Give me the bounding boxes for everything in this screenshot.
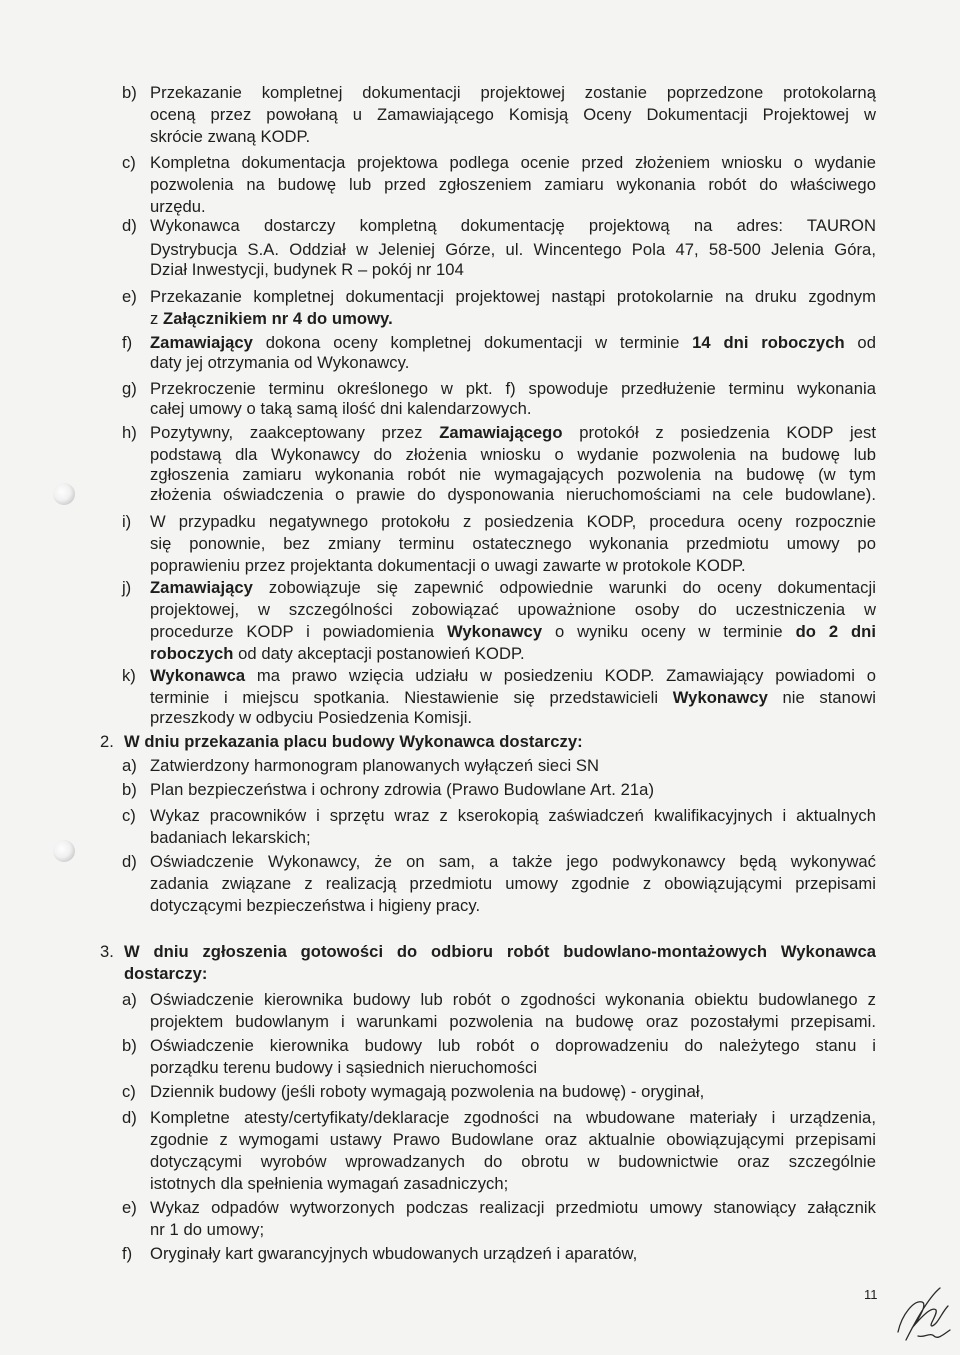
text-line xyxy=(150,1036,876,1056)
text-line xyxy=(150,216,876,236)
text-line xyxy=(124,732,583,752)
text-line xyxy=(150,666,876,686)
text-run: urzędu. xyxy=(150,197,206,216)
text-run: pozwolenia na budowę lub przed zgłoszeniem zamiaru wykonania robót do właściwego xyxy=(150,175,876,194)
text-run: Dziennik budowy (jeśli roboty wymagają pozwolenia na budowę) - oryginał, xyxy=(150,1082,705,1101)
text-run: dokona oceny kompletnej dokumentacji w terminie xyxy=(252,333,693,352)
text-line xyxy=(150,1130,876,1150)
text-run: daty jej otrzymania od Wykonawcy. xyxy=(150,353,410,372)
text-run: nr 1 do umowy; xyxy=(150,1220,265,1239)
list-marker: c) xyxy=(122,1082,136,1101)
text-run: podstawą dla Wykonawcy do złożenia wniosku o wydanie pozwolenia na budowę lub xyxy=(150,445,876,464)
text-line xyxy=(150,990,876,1010)
text-line xyxy=(150,1108,876,1128)
text-run: Plan bezpieczeństwa i ochrony zdrowia (Prawo Budowlane Art. 21a) xyxy=(150,780,655,799)
text-run: Oświadczenie kierownika budowy lub robót o doprowadzeniu do należytego stanu i xyxy=(150,1036,876,1055)
text-line xyxy=(150,1198,876,1218)
text-run: o wyniku oceny w terminie xyxy=(542,622,796,641)
text-line xyxy=(150,309,393,329)
text-line xyxy=(150,175,876,195)
text-run: Oryginały kart gwarancyjnych wbudowanych urządzeń i aparatów, xyxy=(150,1244,638,1263)
text-run: Oświadczenie Wykonawcy, że on sam, a także jego podwykonawcy będą wykonywać xyxy=(150,852,876,871)
text-run: od xyxy=(844,333,876,352)
text-line xyxy=(150,512,876,532)
bold-text-run: W dniu zgłoszenia gotowości do odbioru robót budowlano-montażowych Wykonawca xyxy=(124,942,876,961)
text-line xyxy=(150,1012,876,1032)
text-line xyxy=(150,806,876,826)
text-line xyxy=(150,333,876,353)
bold-text-run: Zamawiającego xyxy=(439,423,563,442)
text-line xyxy=(124,942,876,962)
bold-text-run: Zamawiający xyxy=(150,333,253,352)
list-marker: h) xyxy=(122,423,137,442)
bold-text-run: Wykonawcy xyxy=(446,622,543,641)
list-marker: 2. xyxy=(100,732,114,751)
list-marker: i) xyxy=(122,512,132,531)
text-run: projektem budowlanym i warunkami pozwolenia na budowę oraz pozostałymi przepisami. xyxy=(150,1012,876,1031)
text-run: oceną przez powołaną u Zamawiającego Komisją Oceny Dokumentacji Projektowej w xyxy=(150,105,876,124)
bold-text-run: Zamawiający xyxy=(150,578,253,597)
text-line xyxy=(150,1082,704,1102)
text-run: Dystrybucja S.A. Oddział w Jeleniej Górze, ul. Wincentego Pola 47, 58-500 Jelenia Góra, xyxy=(150,240,876,259)
list-marker: f) xyxy=(122,1244,133,1263)
text-line xyxy=(150,1058,537,1078)
text-line xyxy=(150,379,876,399)
text-run: Przekazanie kompletnej dokumentacji projektowej zostanie poprzedzone protokolarną xyxy=(150,83,876,102)
text-run: W przypadku negatywnego protokołu z posiedzenia KODP, procedura oceny rozpocznie xyxy=(150,512,876,531)
page-number: 11 xyxy=(864,1287,878,1302)
text-line xyxy=(150,465,876,485)
bold-text-run: do 2 dni xyxy=(795,622,876,641)
bold-text-run: Załącznikiem nr 4 do umowy. xyxy=(163,309,393,328)
text-run: Przekazanie kompletnej dokumentacji projektowej nastąpi protokolarnie na druku zgodnym xyxy=(150,287,876,306)
text-run: Dział Inwestycji, budynek R – pokój nr 104 xyxy=(150,260,464,279)
text-line xyxy=(150,556,746,576)
list-marker: b) xyxy=(122,1036,137,1055)
list-marker: b) xyxy=(122,780,137,799)
text-line xyxy=(150,153,876,173)
text-run: całej umowy o taką samą ilość dni kalendarzowych. xyxy=(150,399,532,418)
text-line xyxy=(150,688,876,708)
text-run: porządku terenu budowy i sąsiednich nieruchomości xyxy=(150,1058,538,1077)
signature-mark xyxy=(888,1280,958,1350)
text-line xyxy=(150,287,876,307)
text-run: zobowiązuje się zapewnić odpowiednie warunki do oceny dokumentacji xyxy=(252,578,876,597)
list-marker: c) xyxy=(122,153,136,172)
list-marker: f) xyxy=(122,333,133,352)
text-run: Wykonawca dostarczy kompletną dokumentację projektową na adres: TAURON xyxy=(150,216,876,235)
text-line xyxy=(150,622,876,642)
text-line xyxy=(150,1174,508,1194)
list-marker: b) xyxy=(122,83,137,102)
bold-text-run: W dniu przekazania placu budowy Wykonawca dostarczy: xyxy=(124,732,583,751)
text-line xyxy=(150,353,409,373)
text-run: zadania związane z realizacją przedmiotu umowy zgodnie z obowiązującymi przepisami xyxy=(150,874,876,893)
text-line xyxy=(150,1220,264,1240)
text-line xyxy=(150,260,464,280)
text-run: badaniach lekarskich; xyxy=(150,828,311,847)
binder-hole-lower xyxy=(53,840,75,862)
text-run: Oświadczenie kierownika budowy lub robót o zgodności wykonania obiektu budowlanego z xyxy=(150,990,876,1009)
text-run: złożenia oświadczenia o prawie do dysponowania nieruchomościami na cele budowlane). xyxy=(150,485,876,504)
text-run: zgłoszenia zamiaru wykonania robót nie wymagających pozwolenia na budowę (w tym xyxy=(150,465,876,484)
text-run: Kompletne atesty/certyfikaty/deklaracje zgodności na wbudowane materiały i urządzenia, xyxy=(150,1108,876,1127)
text-line xyxy=(150,578,876,598)
bold-text-run: dostarczy: xyxy=(124,964,208,983)
text-run: dotyczącymi bezpieczeństwa i higieny pracy. xyxy=(150,896,481,915)
text-line xyxy=(150,1244,637,1264)
list-marker: a) xyxy=(122,756,137,775)
list-marker: d) xyxy=(122,1108,137,1127)
text-run: poprawieniu przez projektanta dokumentacji o uwagi zawarte w protokole KODP. xyxy=(150,556,746,575)
text-run: Przekroczenie terminu określonego w pkt. f) spowoduje przedłużenie terminu wykonania xyxy=(150,379,876,398)
text-line xyxy=(150,644,525,664)
text-line xyxy=(150,399,532,419)
text-line xyxy=(150,756,599,776)
binder-hole-upper xyxy=(53,483,75,505)
text-line xyxy=(150,896,480,916)
text-run: istotnych dla spełnienia wymagań zasadniczych; xyxy=(150,1174,509,1193)
text-run: się ponownie, bez zmiany terminu ostatecznego wykonania przedmiotu umowy po xyxy=(150,534,876,553)
text-line xyxy=(150,240,876,260)
list-marker: d) xyxy=(122,852,137,871)
text-line xyxy=(150,828,311,848)
text-run: Wykaz pracowników i sprzętu wraz z kserokopią zaświadczeń kwalifikacyjnych i aktualnych xyxy=(150,806,876,825)
text-run: Zatwierdzony harmonogram planowanych wyłączeń sieci SN xyxy=(150,756,600,775)
list-marker: k) xyxy=(122,666,136,685)
text-line xyxy=(150,1152,876,1172)
text-line xyxy=(150,197,206,217)
text-line xyxy=(150,600,876,620)
text-run: skrócie zwaną KODP. xyxy=(150,127,311,146)
text-line xyxy=(150,874,876,894)
text-line xyxy=(150,534,876,554)
list-marker: e) xyxy=(122,1198,137,1217)
text-line xyxy=(150,852,876,872)
text-run: projektowej, w szczególności zobowiązać upoważnione osoby do uczestniczenia w xyxy=(150,600,876,619)
text-line xyxy=(150,780,654,800)
bold-text-run: Wykonawca xyxy=(150,666,246,685)
text-run: zgodnie z wymogami ustawy Prawo Budowlane oraz aktualnie obowiązującymi przepisami xyxy=(150,1130,876,1149)
text-run: protokół z posiedzenia KODP jest xyxy=(562,423,876,442)
bold-text-run: 14 dni roboczych xyxy=(692,333,845,352)
text-line xyxy=(150,445,876,465)
list-marker: d) xyxy=(122,216,137,235)
text-run: przeszkody w odbyciu Posiedzenia Komisji. xyxy=(150,708,473,727)
text-run: terminie i miejscu spotkania. Niestawienie się przedstawicieli xyxy=(150,688,673,707)
text-run: z xyxy=(150,309,164,328)
bold-text-run: roboczych xyxy=(150,644,234,663)
text-line xyxy=(150,105,876,125)
list-marker: 3. xyxy=(100,942,114,961)
text-run: Pozytywny, zaakceptowany przez xyxy=(150,423,440,442)
list-marker: c) xyxy=(122,806,136,825)
text-line xyxy=(150,485,876,505)
list-marker: a) xyxy=(122,990,137,1009)
text-line xyxy=(124,964,208,984)
text-run: Kompletna dokumentacja projektowa podlega ocenie przed złożeniem wniosku o wydanie xyxy=(150,153,876,172)
list-marker: j) xyxy=(122,578,132,597)
list-marker: g) xyxy=(122,379,137,398)
text-run: dotyczącymi wyrobów wprowadzanych do obrotu w budownictwie oraz szczególnie xyxy=(150,1152,876,1171)
text-run: nie stanowi xyxy=(767,688,876,707)
text-run: od daty akceptacji postanowień KODP. xyxy=(233,644,525,663)
text-line xyxy=(150,708,472,728)
text-line xyxy=(150,83,876,103)
list-marker: e) xyxy=(122,287,137,306)
text-run: procedurze KODP i powiadomienia xyxy=(150,622,447,641)
bold-text-run: Wykonawcy xyxy=(672,688,768,707)
text-run: ma prawo wzięcia udziału w posiedzeniu KODP. Zamawiający powiadomi o xyxy=(245,666,876,685)
text-line xyxy=(150,127,310,147)
text-run: Wykaz odpadów wytworzonych podczas realizacji przedmiotu umowy stanowiący załącznik xyxy=(150,1198,876,1217)
text-line xyxy=(150,423,876,443)
